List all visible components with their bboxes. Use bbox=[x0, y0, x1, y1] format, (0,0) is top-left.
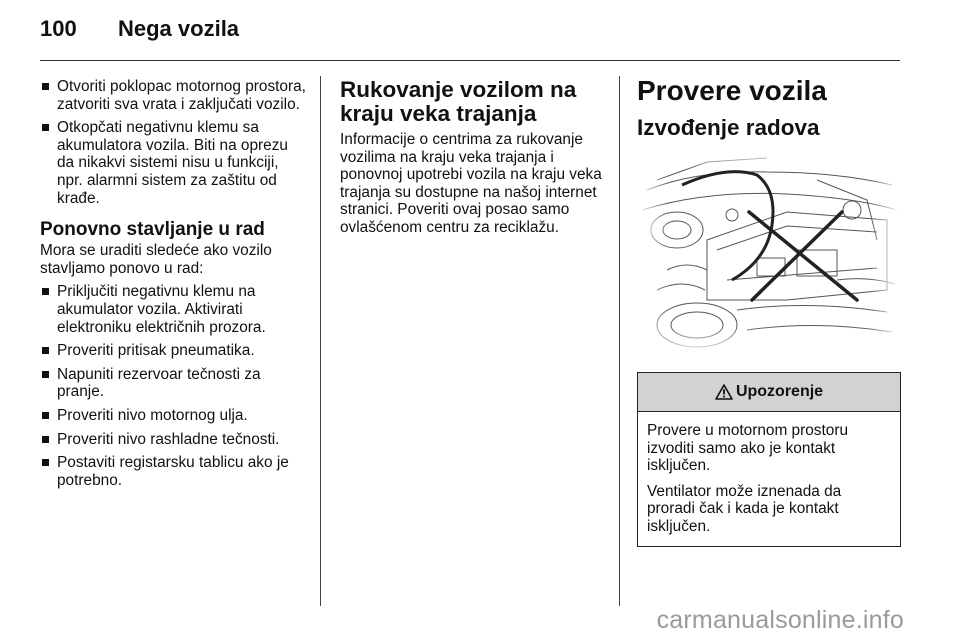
header-rule bbox=[40, 60, 900, 61]
list-item: Proveriti nivo rashladne tečnosti. bbox=[40, 431, 308, 449]
section-title-vehicle-checks: Provere vozila bbox=[637, 75, 827, 106]
column-middle bbox=[340, 78, 602, 237]
list-item: Napuniti rezervoar tečnosti za pranje. bbox=[40, 366, 308, 401]
steps-list-recommissioning bbox=[40, 283, 308, 489]
warning-paragraph-1: Provere u motornom prostoru izvoditi samo ako je kontakt isključen. bbox=[647, 422, 849, 475]
bullet-icon bbox=[42, 412, 49, 419]
warning-title: Upozorenje bbox=[735, 383, 824, 401]
subheading-recommissioning: Ponovno stavljanje u rad bbox=[40, 219, 265, 241]
watermark: carmanualsonline.info bbox=[656, 606, 904, 634]
bullet-icon bbox=[42, 124, 49, 131]
end-of-life-paragraph: Informacije o centrima za rukovanje vozilima na kraju veka trajanja i ponovnoj upotrebi vozila na kraju veka trajanja su dostupne na našoj internet stranici. Poveriti ovaj posao samo ovlašćenom centru za reciklažu. bbox=[340, 131, 602, 236]
warning-triangle-icon bbox=[715, 384, 733, 400]
bullet-icon bbox=[42, 347, 49, 354]
bullet-icon bbox=[42, 83, 49, 90]
column-right bbox=[637, 75, 903, 547]
engine-bay-drawing bbox=[637, 150, 901, 356]
warning-box bbox=[637, 372, 901, 547]
subsection-title-performing-work: Izvođenje radova bbox=[637, 115, 820, 140]
list-item: Otkopčati negativnu klemu sa akumulatora vozila. Biti na oprezu da nikakvi sistemi nisu u funkciji, npr. alarmni sistem za zaštitu od krađe. bbox=[40, 119, 308, 207]
warning-body bbox=[638, 412, 900, 546]
intro-paragraph: Mora se uraditi sledeće ako vozilo stavljamo ponovo u rad: bbox=[40, 242, 272, 277]
column-divider-1 bbox=[320, 76, 321, 606]
page-title: Nega vozila bbox=[118, 16, 240, 41]
bullet-icon bbox=[42, 288, 49, 295]
list-item: Proveriti pritisak pneumatika. bbox=[40, 342, 308, 360]
steps-list-storage bbox=[40, 78, 308, 207]
list-item: Proveriti nivo motornog ulja. bbox=[40, 407, 308, 425]
bullet-icon bbox=[42, 371, 49, 378]
warning-header bbox=[638, 373, 900, 412]
engine-bay-illustration bbox=[637, 150, 901, 356]
list-item: Postaviti registarsku tablicu ako je potrebno. bbox=[40, 454, 308, 489]
warning-paragraph-2: Ventilator može iznenada da proradi čak i kada je kontakt isključen. bbox=[647, 482, 842, 535]
list-item: Otvoriti poklopac motornog prostora, zatvoriti sva vrata i zaključati vozilo. bbox=[40, 78, 308, 113]
column-divider-2 bbox=[619, 76, 620, 606]
bullet-icon bbox=[42, 459, 49, 466]
page-number: 100 bbox=[40, 16, 77, 41]
section-title-end-of-life: Rukovanje vozilom na kraju veka trajanja bbox=[340, 77, 577, 126]
list-item: Priključiti negativnu klemu na akumulator vozila. Aktivirati elektroniku električnih prozora. bbox=[40, 283, 308, 336]
bullet-icon bbox=[42, 436, 49, 443]
column-left bbox=[40, 78, 308, 495]
